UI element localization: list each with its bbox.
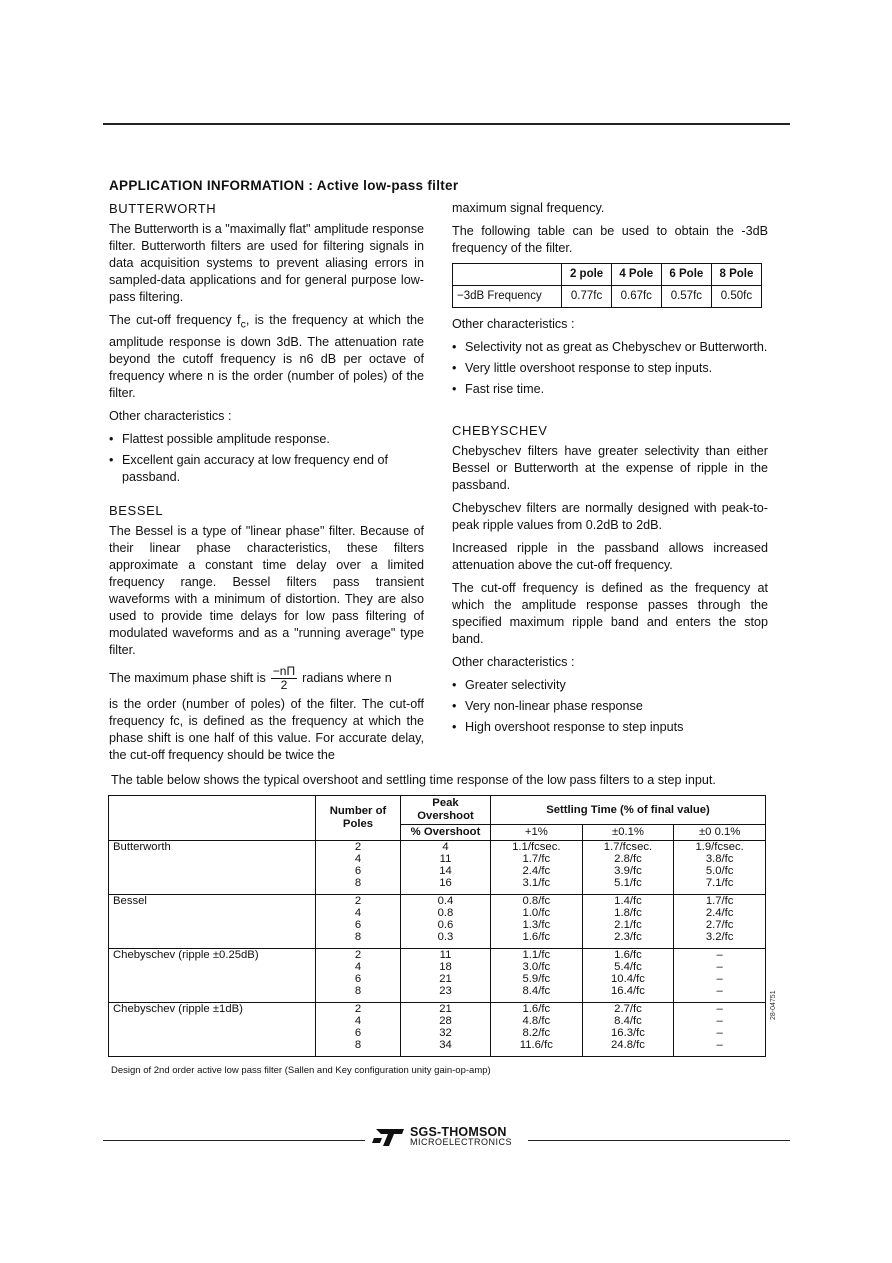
settling-cell: 5.4/fᴄ [582,961,674,973]
fraction-numerator: −nΠ [272,663,296,678]
settling-cell: 2.4/fᴄ [491,865,583,877]
butterworth-bullet-list [109,431,424,486]
table-row [109,853,766,865]
settling-cell: 5.9/fᴄ [491,973,583,985]
settling-cell: 1.4/fᴄ [582,895,674,908]
section-title: APPLICATION INFORMATION : Active low-pass filter [109,178,459,193]
poles-cell: 6 [316,973,401,985]
butterworth-group [109,841,766,895]
table-row [109,973,766,985]
settling-cell: 2.8/fᴄ [582,853,674,865]
settling-time-table [108,795,766,1057]
poles-cell: 2 [316,949,401,962]
settling-cell: 2.4/fᴄ [674,907,766,919]
table-row [109,1027,766,1039]
footnote: Design of 2nd order active low pass filter (Sallen and Key configuration unity gain-op-amp) [111,1065,491,1076]
table-cell: 0.50fᴄ [711,286,761,308]
chebyschev-paragraph-1: Chebyschev filters have greater selectivity than either Bessel or Butterworth at the expense of ripple in the passband. [452,444,768,492]
poles-cell: 4 [316,853,401,865]
right-other-label: Other characteristics : [452,317,575,331]
settling-cell: 16.3/fᴄ [582,1027,674,1039]
settling-header: Settling Time (% of final value) [491,796,766,825]
table-cell: 0.67fᴄ [611,286,661,308]
sgs-thomson-logo [372,1127,512,1147]
phase-text-end: radians where n [302,670,392,685]
filter-name-cell [109,853,316,865]
settling-cell: 2.1/fᴄ [582,919,674,931]
table-corner-cell [453,264,562,286]
settling-cell: 1.6/fᴄ [491,1003,583,1016]
overshoot-cell: 11 [401,949,491,962]
butterworth-paragraph-2 [109,312,424,402]
overshoot-cell: 0.4 [401,895,491,908]
overshoot-cell: 21 [401,973,491,985]
table-row [453,286,762,308]
overshoot-cell: 14 [401,865,491,877]
list-item: • Excellent gain accuracy at low frequency end of passband. [109,452,424,486]
table-row [109,907,766,919]
butterworth-heading: BUTTERWORTH [109,201,217,216]
filter-type-header [109,796,316,841]
bessel-group [109,895,766,949]
table-cell: 0.77fᴄ [562,286,611,308]
chebyschev-paragraph-4: The cut-off frequency is defined as the frequency at which the amplitude response passes through the specified maximum ripple band and enters the stop band. [452,581,768,646]
filter-name-cell [109,907,316,919]
overshoot-cell: 4 [401,841,491,854]
butterworth-p2-start: The cut-off frequency f [109,313,241,327]
filter-name-cell: Bessel [109,895,316,908]
table-row-label: −3dB Frequency [453,286,562,308]
settling-cell: 5.1/fᴄ [582,877,674,895]
poles-cell: 6 [316,919,401,931]
overshoot-cell: 32 [401,1027,491,1039]
table-row [109,877,766,895]
table-row [109,985,766,1003]
settling-cell: – [674,985,766,1003]
st-logo-icon [372,1127,406,1147]
poles-cell: 6 [316,865,401,877]
cutoff-frequency-table [452,263,762,308]
fraction-denominator: 2 [280,677,288,692]
filter-name-cell [109,985,316,1003]
settling-cell: 2.3/fᴄ [582,931,674,949]
filter-name-cell [109,1039,316,1057]
settling-cell: – [674,1027,766,1039]
filter-name-cell [109,919,316,931]
filter-name-cell [109,961,316,973]
filter-name-cell [109,931,316,949]
butterworth-paragraph-1: The Butterworth is a "maximally flat" amplitude response filter. Butterworth filters are used for filtering signals in data acquisition systems to prevent aliasing errors in sampled-data applications and for general purpose low-pass filtering. [109,222,424,304]
settling-cell: 3.8/fᴄ [674,853,766,865]
bessel-paragraph-3: is the order (number of poles) of the filter. The cut-off frequency fc, is defined as the frequency at which the phase shift is one half of this value. For accurate delay, the cut-off frequency should be twice the [109,696,424,762]
overshoot-cell: 23 [401,985,491,1003]
table-row [109,865,766,877]
logo-subtitle: MICROELECTRONICS [410,1137,513,1147]
poles-cell: 4 [316,907,401,919]
settling-cell: 3.9/fᴄ [582,865,674,877]
settling-cell: 1.9/fᴄsec. [674,841,766,854]
logo-name: SGS-THOMSON [410,1125,507,1139]
poles-cell: 2 [316,1003,401,1016]
poles-header: Number of Poles [316,796,401,841]
settling-cell: – [674,949,766,962]
settling-cell: 1.0/fᴄ [491,907,583,919]
table-row [109,895,766,908]
overshoot-cell: 0.3 [401,931,491,949]
butterworth-other-label: Other characteristics : [109,408,232,423]
list-item: • High overshoot response to step inputs [452,719,768,736]
chebyschev-1-group [109,1003,766,1057]
settling-1pct-header: +1% [491,825,583,841]
poles-cell: 2 [316,841,401,854]
table-row [109,931,766,949]
top-rule [103,123,790,125]
settling-cell: 1.6/fᴄ [491,931,583,949]
fc-subscript: c [240,318,246,331]
settling-cell: – [674,973,766,985]
poles-cell: 2 [316,895,401,908]
chebyschev-heading: CHEBYSCHEV [452,423,548,438]
table-cell: 0.57fᴄ [661,286,711,308]
settling-cell: – [674,1015,766,1027]
list-item: • Greater selectivity [452,677,768,694]
butterworth-p2-end: , is the frequency at which the amplitude response is down 3dB. The attenuation rate beyond the cutoff frequency is n6 dB per octave of frequency where n is the order (number of poles) of the filter. [109,313,424,400]
settling-cell: 24.8/fᴄ [582,1039,674,1057]
chebyschev-025-group [109,949,766,1003]
settling-cell: 1.1/fᴄ [491,949,583,962]
settling-cell: 8.2/fᴄ [491,1027,583,1039]
settling-cell: 3.2/fᴄ [674,931,766,949]
overshoot-header: % Overshoot [401,825,491,841]
filter-name-cell: Chebyschev (ripple ±0.25dB) [109,949,316,962]
side-code: 28-04751 [770,990,777,1020]
settling-cell: 0.8/fᴄ [491,895,583,908]
settling-cell: 8.4/fᴄ [582,1015,674,1027]
list-item: • Very little overshoot response to step inputs. [452,360,768,377]
table-header: 8 Pole [711,264,761,286]
table-header: 4 Pole [611,264,661,286]
settling-cell: – [674,1039,766,1057]
settling-cell: 4.8/fᴄ [491,1015,583,1027]
overshoot-cell: 0.6 [401,919,491,931]
table-row [109,1003,766,1016]
phase-fraction [271,665,297,692]
settling-cell: 3.1/fᴄ [491,877,583,895]
table-row [109,919,766,931]
table-row [109,949,766,962]
settling-cell: 11.6/fᴄ [491,1039,583,1057]
list-item: • Very non-linear phase response [452,698,768,715]
settling-cell: 1.7/fᴄsec. [582,841,674,854]
filter-name-cell [109,1027,316,1039]
settling-cell: 1.1/fᴄsec. [491,841,583,854]
footer-rule-left [103,1140,365,1141]
poles-cell: 8 [316,877,401,895]
overshoot-cell: 18 [401,961,491,973]
bessel-heading: BESSEL [109,502,164,518]
left-column [109,200,424,770]
chebyschev-other-label: Other characteristics : [452,655,575,669]
poles-cell: 4 [316,1015,401,1027]
settling-cell: – [674,961,766,973]
phase-text-start: The maximum phase shift is [109,670,266,685]
overshoot-cell: 0.8 [401,907,491,919]
table-row [109,961,766,973]
poles-cell: 4 [316,961,401,973]
footer-rule-right [528,1140,790,1141]
settling-cell: 8.4/fᴄ [491,985,583,1003]
right-paragraph-1: The following table can be used to obtain the -3dB frequency of the filter. [452,224,768,255]
table-header: 6 Pole [661,264,711,286]
right-bullet-list [452,339,768,398]
table-header: 2 pole [562,264,611,286]
poles-cell: 8 [316,1039,401,1057]
overshoot-cell: 16 [401,877,491,895]
poles-cell: 8 [316,931,401,949]
table-row [109,1015,766,1027]
overshoot-cell: 34 [401,1039,491,1057]
chebyschev-bullet-list [452,677,768,736]
peak-header: Peak Overshoot [401,796,491,825]
bessel-paragraph-1: The Bessel is a type of "linear phase" filter. Because of their linear phase characteristics, these filters approximate a constant time delay over a limited frequency range. Bessel filters pass transient waveforms with a minimum of distortion. They are also used to provide time delays for low pass filtering of modulated waveforms and as a "running average" type filter. [109,523,424,657]
table-row [109,1039,766,1057]
settling-cell: 16.4/fᴄ [582,985,674,1003]
filter-name-cell [109,973,316,985]
poles-cell: 8 [316,985,401,1003]
list-item: • Selectivity not as great as Chebyschev or Butterworth. [452,339,768,356]
right-paragraph-0: maximum signal frequency. [452,201,605,215]
phase-shift-formula [109,665,424,692]
table-row [109,841,766,854]
overshoot-cell: 11 [401,853,491,865]
list-item: • Flattest possible amplitude response. [109,431,424,448]
filter-name-cell [109,1015,316,1027]
settling-cell: – [674,1003,766,1016]
settling-001pct-header: ±0 0.1% [674,825,766,841]
right-column [452,200,768,742]
settling-cell: 1.7/fᴄ [674,895,766,908]
settling-cell: 1.6/fᴄ [582,949,674,962]
filter-name-cell: Chebyschev (ripple ±1dB) [109,1003,316,1016]
filter-name-cell: Butterworth [109,841,316,854]
settling-cell: 10.4/fᴄ [582,973,674,985]
settling-cell: 1.7/fᴄ [491,853,583,865]
settling-cell: 1.8/fᴄ [582,907,674,919]
settling-cell: 7.1/fᴄ [674,877,766,895]
chebyschev-paragraph-2: Chebyschev filters are normally designed with peak-to-peak ripple values from 0.2dB to 2dB. [452,501,768,532]
overshoot-cell: 28 [401,1015,491,1027]
poles-cell: 6 [316,1027,401,1039]
table-intro: The table below shows the typical overshoot and settling time response of the low pass filters to a step input. [111,773,716,787]
settling-cell: 2.7/fᴄ [582,1003,674,1016]
filter-name-cell [109,877,316,895]
settling-cell: 1.3/fᴄ [491,919,583,931]
overshoot-cell: 21 [401,1003,491,1016]
chebyschev-paragraph-3: Increased ripple in the passband allows increased attenuation above the cut-off frequency. [452,541,768,572]
list-item: • Fast rise time. [452,381,768,398]
settling-cell: 3.0/fᴄ [491,961,583,973]
settling-cell: 2.7/fᴄ [674,919,766,931]
settling-01pct-header: ±0.1% [582,825,674,841]
filter-name-cell [109,865,316,877]
settling-cell: 5.0/fᴄ [674,865,766,877]
